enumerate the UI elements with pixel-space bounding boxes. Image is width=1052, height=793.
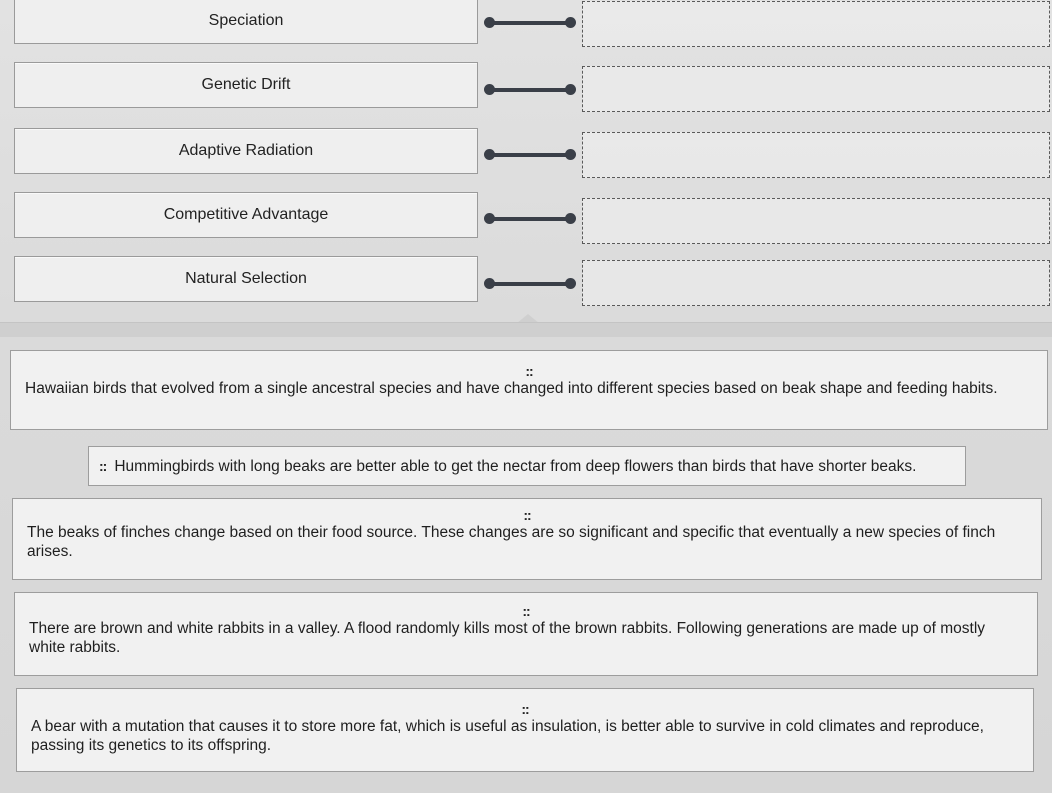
match-row xyxy=(0,62,1052,118)
connector-line xyxy=(488,88,572,92)
connector xyxy=(484,278,576,290)
connector-dot-left[interactable] xyxy=(484,213,495,224)
term-genetic-drift: Genetic Drift xyxy=(14,62,478,108)
answer-text: There are brown and white rabbits in a valley. A flood randomly kills most of the brown rabbits. Following generations are made up of mostly white rabbits. xyxy=(29,620,986,656)
connector-line xyxy=(488,21,572,25)
connector-dot-right[interactable] xyxy=(565,149,576,160)
answer-text: Hummingbirds with long beaks are better able to get the nectar from deep flowers than birds that have shorter beaks. xyxy=(114,457,917,475)
connector-dot-left[interactable] xyxy=(484,149,495,160)
drag-handle-icon[interactable]: :: xyxy=(525,363,533,379)
connector-line xyxy=(488,282,572,286)
connector-dot-left[interactable] xyxy=(484,84,495,95)
answer-card-hummingbirds[interactable] xyxy=(88,446,966,486)
answer-card-finches[interactable] xyxy=(12,498,1042,580)
connector-dot-left[interactable] xyxy=(484,278,495,289)
connector-dot-left[interactable] xyxy=(484,17,495,28)
answer-card-hawaiian-birds[interactable] xyxy=(10,350,1048,430)
answer-card-rabbits[interactable] xyxy=(14,592,1038,676)
answer-card-bear[interactable] xyxy=(16,688,1034,772)
drag-handle-icon[interactable]: :: xyxy=(99,458,107,474)
connector-dot-right[interactable] xyxy=(565,278,576,289)
connector xyxy=(484,84,576,96)
match-row xyxy=(0,192,1052,248)
connector xyxy=(484,213,576,225)
drop-target-natural-selection[interactable] xyxy=(582,260,1050,306)
answer-text: Hawaiian birds that evolved from a single ancestral species and have changed into different species based on beak shape and feeding habits. xyxy=(25,380,998,397)
connector xyxy=(484,17,576,29)
connector-line xyxy=(488,153,572,157)
connector-line xyxy=(488,217,572,221)
connector-dot-right[interactable] xyxy=(565,17,576,28)
term-natural-selection: Natural Selection xyxy=(14,256,478,302)
match-row xyxy=(0,256,1052,312)
connector-dot-right[interactable] xyxy=(565,84,576,95)
drop-target-genetic-drift[interactable] xyxy=(582,66,1050,112)
term-speciation: Speciation xyxy=(14,0,478,44)
match-row xyxy=(0,128,1052,184)
term-competitive-advantage: Competitive Advantage xyxy=(14,192,478,238)
connector-dot-right[interactable] xyxy=(565,213,576,224)
drop-target-adaptive-radiation[interactable] xyxy=(582,132,1050,178)
drag-handle-icon[interactable]: :: xyxy=(522,603,530,619)
drop-target-competitive-advantage[interactable] xyxy=(582,198,1050,244)
match-row xyxy=(0,0,1052,56)
answer-text: A bear with a mutation that causes it to store more fat, which is useful as insulation, is better able to survive in cold climates and reproduce, passing its genetics to its offspring. xyxy=(31,718,984,754)
drop-target-speciation[interactable] xyxy=(582,1,1050,47)
drag-handle-icon[interactable]: :: xyxy=(523,507,531,523)
answer-tray-divider xyxy=(0,322,1052,337)
drag-handle-icon[interactable]: :: xyxy=(521,701,529,717)
connector xyxy=(484,149,576,161)
answer-text: The beaks of finches change based on their food source. These changes are so significant and specific that eventually a new species of finch arises. xyxy=(27,524,996,560)
term-adaptive-radiation: Adaptive Radiation xyxy=(14,128,478,174)
